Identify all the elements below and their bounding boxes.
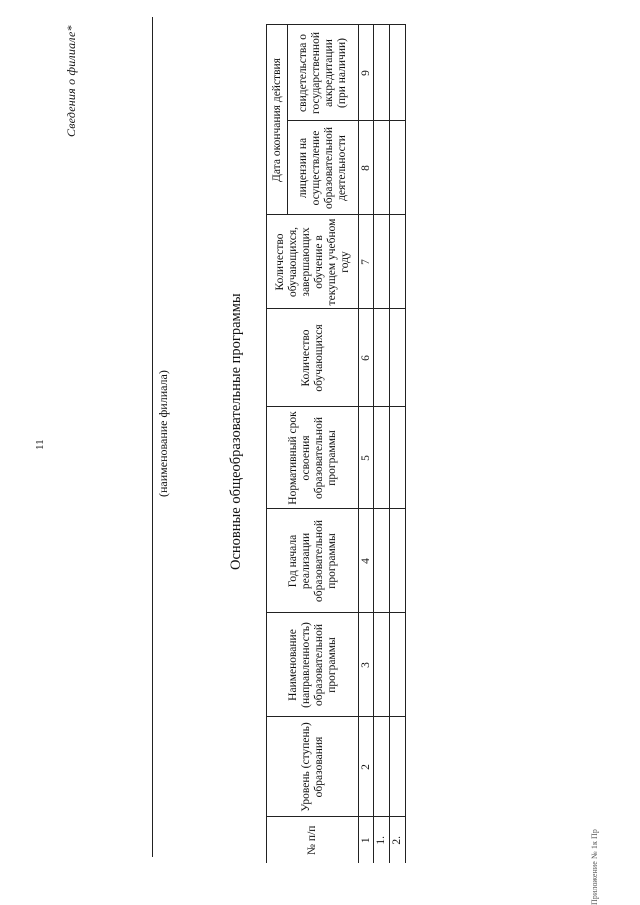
col-header-number: № п/п (267, 817, 359, 863)
table-cell (390, 309, 406, 407)
table-cell (374, 309, 390, 407)
column-number: 4 (359, 509, 374, 613)
table-cell (390, 613, 406, 717)
corner-title: Сведения о филиале* (64, 25, 78, 137)
col-header-graduating-students: Количество обучающихся, завершающих обучение в текущем учебном году (267, 215, 359, 309)
column-number-row (359, 25, 374, 863)
page-number: 11 (34, 439, 46, 450)
column-number: 8 (359, 121, 374, 215)
column-number: 3 (359, 613, 374, 717)
programs-table (266, 25, 406, 864)
table-cell (374, 613, 390, 717)
footer-note: Приложение № 1к Пр (590, 828, 599, 905)
column-number: 9 (359, 25, 374, 121)
col-header-level: Уровень (ступень) образования (267, 717, 359, 817)
col-header-license: лицензии на осуществление образовательной деятельности (288, 121, 359, 215)
column-number: 7 (359, 215, 374, 309)
table-cell (374, 25, 390, 121)
col-header-accreditation: свидетельства о государственной аккредитации (при наличии) (288, 25, 359, 121)
table-cell (374, 215, 390, 309)
table-cell (374, 717, 390, 817)
table-cell (390, 407, 406, 509)
row-number: 2. (390, 817, 406, 863)
table-cell (390, 25, 406, 121)
col-header-start-year: Год начала реализации образовательной программы (267, 509, 359, 613)
col-header-duration: Нормативный срок освоения образовательной программы (267, 407, 359, 509)
col-header-program-name: Наименование (направленность) образовательной программы (267, 613, 359, 717)
section-title: Основные общеобразовательные программы (228, 293, 244, 570)
table-cell (390, 717, 406, 817)
table-cell (374, 509, 390, 613)
branch-caption: (наименование филиала) (156, 370, 170, 497)
column-number: 5 (359, 407, 374, 509)
table-cell (390, 121, 406, 215)
table-cell (390, 215, 406, 309)
table-cell (390, 509, 406, 613)
row-number: 1. (374, 817, 390, 863)
col-header-students: Количество обучающихся (267, 309, 359, 407)
table-row (390, 25, 406, 863)
table-row (374, 25, 390, 863)
branch-name-line (152, 17, 153, 857)
col-group-header-expiry: Дата окончания действия (267, 25, 288, 215)
column-number: 2 (359, 717, 374, 817)
table-cell (374, 121, 390, 215)
table-cell (374, 407, 390, 509)
column-number: 6 (359, 309, 374, 407)
column-number: 1 (359, 817, 374, 863)
